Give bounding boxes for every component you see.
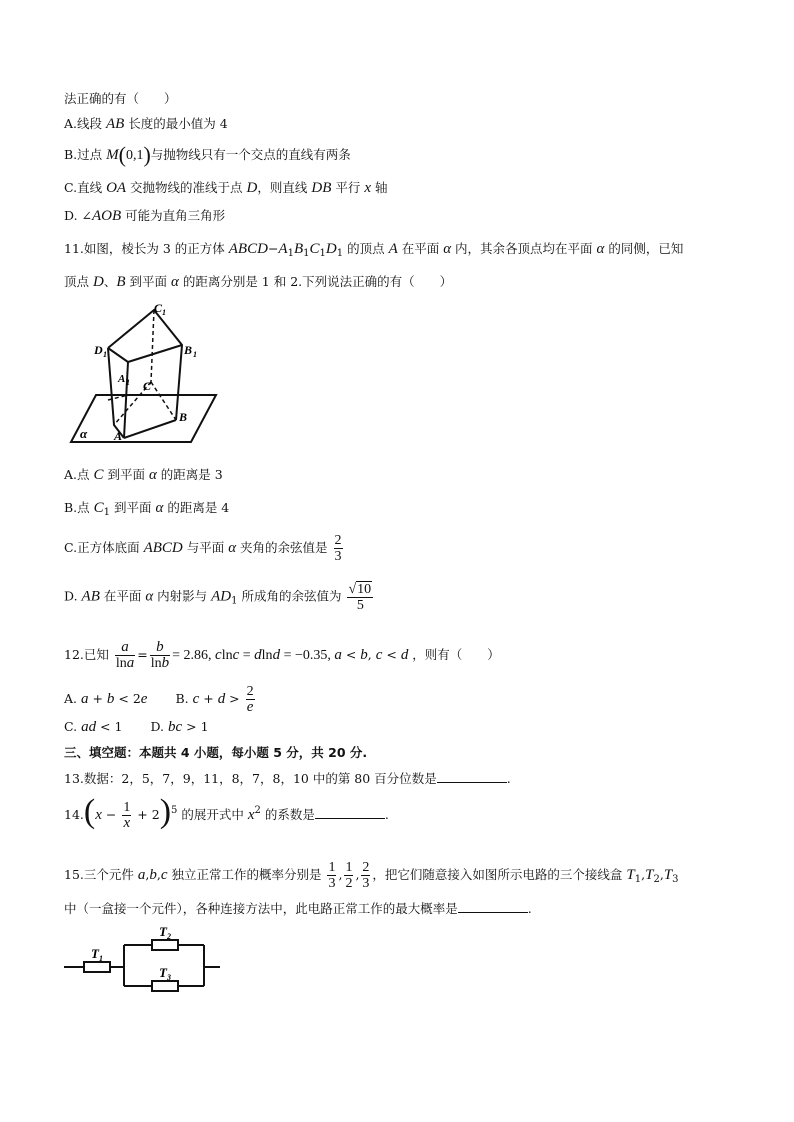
label-d1: D [94, 343, 103, 357]
q11-stem-line2: 顶点 D、B 到平面 α 的距离分别是 1 和 2.下列说法正确的有（ ） [64, 274, 453, 290]
svg-text:3: 3 [167, 973, 171, 982]
q15-answer-blank[interactable] [458, 900, 528, 913]
q10-option-c: C.直线 OA 交抛物线的准线于点 D，则直线 DB 平行 x 轴 [64, 180, 388, 196]
q10-stem-tail: 法正确的有（ ） [64, 91, 177, 106]
q11-option-a: A.点 C 到平面 α 的距离是 3 [64, 467, 223, 483]
label-b: B [179, 410, 188, 424]
label-c1: C [154, 301, 163, 315]
cube-figure [66, 300, 226, 450]
svg-text:2: 2 [167, 932, 171, 941]
q15-stem-line1: 15.三个元件 a,b,c 独立正常工作的概率分别是 $\frac{1}{3}$ , $\frac{1}{2}$ , $\frac{2}{3}$ ，把它们随意接入如图所示电路的三个接线盒 $T_1,T_2,T_3$ [64, 860, 679, 891]
circuit-label-t3: T [159, 965, 167, 980]
circuit-label-t2: T [159, 924, 167, 939]
q13-answer-blank[interactable] [437, 770, 507, 783]
q10-option-b: B.过点 M(0,1)与抛物线只有一个交点的直线有两条 [64, 142, 351, 167]
label-alpha: α [80, 426, 88, 441]
label-c: C [143, 379, 152, 393]
label-a1: A [118, 373, 126, 385]
q11-d-fraction: $\frac{√10}{5}$ [348, 582, 372, 613]
circuit-figure [64, 920, 224, 995]
q10-option-a: A.线段 AB 长度的最小值为 4 [64, 116, 228, 132]
q14-stem: 14.(x − $\frac{1}{x}$ + 2)$^5$ 的展开式中 $x^2$ 的系数是 . [64, 793, 389, 831]
q15-stem-line2: 中（一盒接一个元件），各种连接方法中，此电路正常工作的最大概率是 . [64, 901, 532, 916]
q14-answer-blank[interactable] [315, 806, 385, 819]
q11-option-b: B.点 $C_1$ 到平面 α 的距离是 4 [64, 500, 230, 518]
section-3-header: 三、填空题：本题共 4 小题，每小题 5 分，共 20 分. [64, 745, 368, 760]
q10-option-d: D. ∠AOB 可能为直角三角形 [64, 208, 226, 224]
q12-stem: 12.已知 $\frac{a}{\ln a}$ = $\frac{b}{\ln b}$ = 2.86, clnc = dlnd = −0.35, a < b, c < d ，则有（ ） [64, 639, 500, 671]
circuit-label-t1: T [91, 946, 99, 961]
svg-text:1: 1 [126, 378, 130, 387]
q13-stem: 13.数据：2，5，7，9，11，8，7，8，10 中的第 80 百分位数是 . [64, 771, 511, 786]
q11-c-fraction: $\frac{2}{3}$ [334, 533, 342, 564]
q11-option-d: D. AB 在平面 α 内射影与 $AD_1$ 所成角的余弦值为 $\frac{√10}{5}$ [64, 582, 372, 613]
q11-stem-line1: 11.如图，棱长为 3 的正方体 $ABCD-A_1B_1C_1D_1$ 的顶点 A 在平面 α 内，其余各顶点均在平面 α 的同侧，已知 [64, 241, 684, 259]
svg-text:1: 1 [193, 350, 197, 359]
svg-text:1: 1 [103, 350, 107, 359]
label-a: A [114, 429, 123, 443]
q12-options-ab: A. a + b < 2e B. c + d > $\frac{2}{e}$ [64, 684, 254, 715]
svg-text:1: 1 [162, 308, 166, 317]
svg-text:1: 1 [99, 954, 103, 963]
q11-option-c: C.正方体底面 ABCD 与平面 α 夹角的余弦值是 $\frac{2}{3}$ [64, 533, 342, 564]
label-b1: B [184, 343, 193, 357]
q12-options-cd: C. ad < 1 D. bc > 1 [64, 719, 209, 735]
